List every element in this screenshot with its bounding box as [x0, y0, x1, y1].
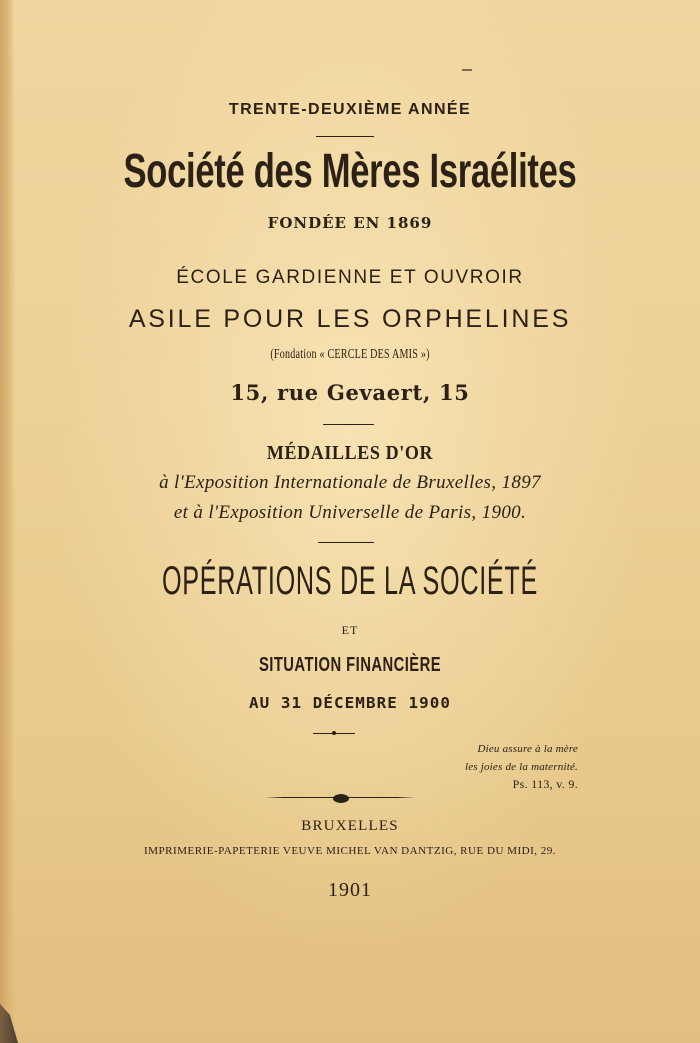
city: BRUXELLES: [301, 818, 399, 834]
school-heading: ÉCOLE GARDIENNE ET OUVROIR: [176, 267, 524, 288]
report-date: AU 31 DÉCEMBRE 1900: [248, 694, 452, 712]
year-heading: TRENTE-DEUXIÈME ANNÉE: [228, 101, 472, 118]
society-title: Société des Mères Israélites: [123, 145, 577, 198]
quote-reference: Ps. 113, v. 9.: [512, 777, 578, 791]
printer-line: IMPRIMERIE-PAPETERIE VEUVE MICHEL VAN DANTZIG, RUE DU MIDI, 29.: [143, 845, 557, 857]
small-ornament-icon: [313, 732, 355, 736]
founded-year: FONDÉE EN 1869: [267, 214, 433, 232]
paper-mark: [462, 69, 472, 71]
address: 15, rue Gevaert, 15: [230, 380, 470, 405]
medals-heading: MÉDAILLES D'OR: [266, 442, 434, 464]
brussels-exhibition-line: à l'Exposition Internationale de Bruxelles, 1897: [159, 472, 541, 493]
operations-heading: OPÉRATIONS DE LA SOCIÉTÉ: [161, 559, 539, 603]
title-separator: [316, 136, 374, 137]
medals-separator: [323, 424, 374, 425]
financial-situation-heading: SITUATION FINANCIÈRE: [258, 654, 442, 676]
paris-exhibition-line: et à l'Exposition Universelle de Paris, 1900.: [173, 502, 527, 523]
foundation-note: (Fondation « CERCLE DES AMIS »): [270, 347, 430, 362]
decorative-rule-icon: [265, 794, 415, 802]
quote-line-1: Dieu assure à la mère: [477, 743, 578, 755]
conjunction-et: ET: [341, 623, 359, 637]
publication-year: 1901: [328, 879, 372, 901]
ornament-center-icon: [333, 794, 349, 803]
operations-separator: [318, 542, 374, 543]
quote-line-2: les joies de la maternité.: [464, 761, 578, 773]
asylum-heading: ASILE POUR LES ORPHELINES: [128, 305, 572, 333]
